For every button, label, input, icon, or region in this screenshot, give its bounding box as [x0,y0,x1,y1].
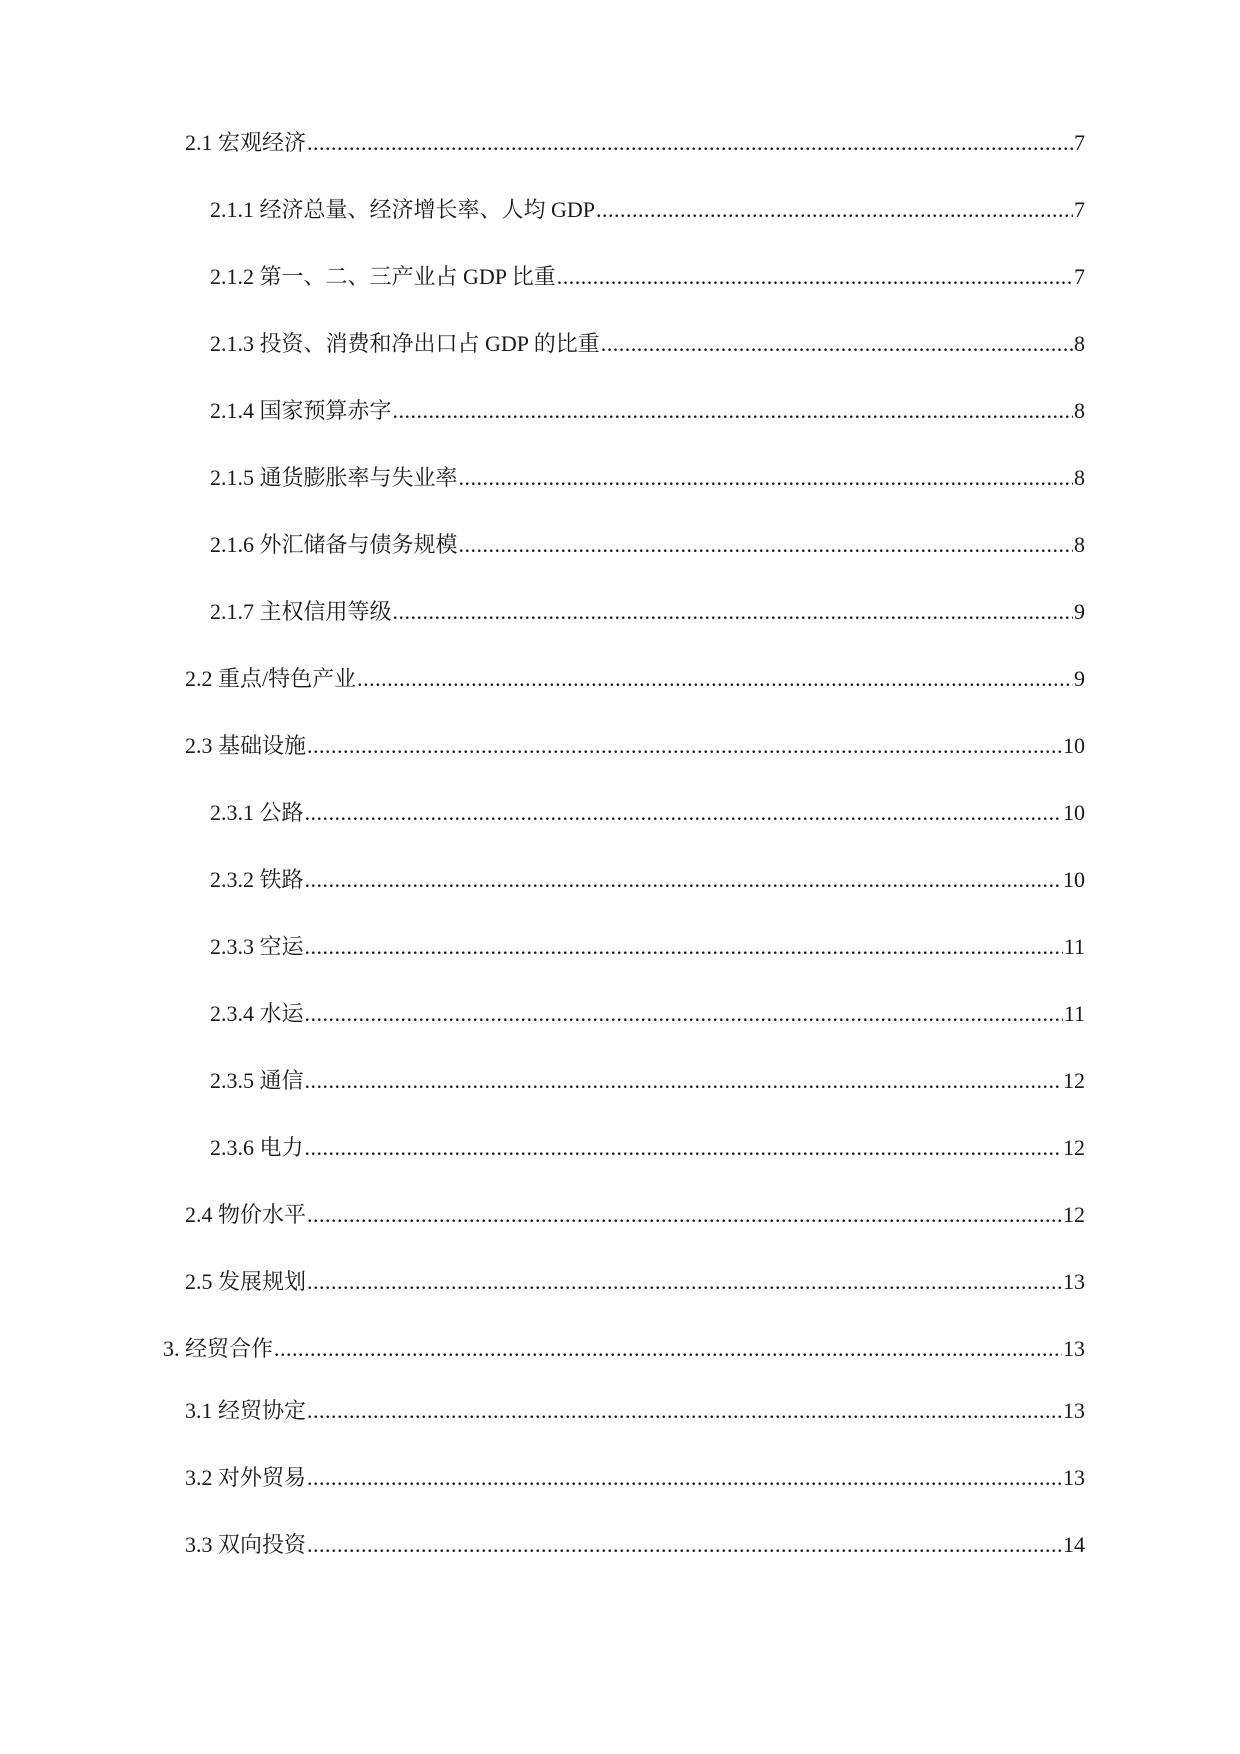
dot-leader [557,263,1073,291]
dot-leader [307,1268,1062,1296]
dot-leader [307,1201,1062,1229]
toc-entry-2-1-1[interactable] [210,190,1085,224]
dot-leader [305,1067,1062,1095]
toc-entry-label: 2.3.2 铁路 [210,867,304,892]
toc-entry-3-3[interactable] [185,1525,1085,1559]
toc-page-number: 8 [1074,398,1085,423]
toc-page-number: 7 [1074,130,1085,155]
toc-entry-label: 2.3.6 电力 [210,1135,304,1160]
toc-page-number: 13 [1063,1465,1085,1490]
toc-entry-label: 2.2 重点/特色产业 [185,666,357,691]
toc-entry-label: 2.1.4 国家预算赤字 [210,398,392,423]
toc-page-number: 14 [1063,1532,1085,1557]
toc-entry-label: 2.1.3 投资、消费和净出口占 GDP 的比重 [210,331,600,356]
toc-entry-2-1-7[interactable] [210,592,1085,626]
dot-leader [305,799,1062,827]
dot-leader [305,933,1063,961]
toc-page-number: 12 [1063,1202,1085,1227]
toc-entry-label: 2.3.3 空运 [210,934,304,959]
toc-entry-2-5[interactable] [185,1262,1085,1296]
toc-entry-label: 2.3.5 通信 [210,1068,304,1093]
toc-entry-2-2[interactable] [185,659,1085,693]
toc-entry-label: 2.3.1 公路 [210,800,304,825]
toc-entry-2-3-1[interactable] [210,793,1085,827]
toc-entry-label: 3.1 经贸协定 [185,1398,307,1423]
toc-entry-label: 2.3.4 水运 [210,1001,304,1026]
toc-page-number: 12 [1063,1135,1085,1160]
toc-page-number: 8 [1074,532,1085,557]
toc-entry-label: 3.3 双向投资 [185,1532,307,1557]
toc-entry-2-3-3[interactable] [210,927,1085,961]
toc-entry-2-1-2[interactable] [210,257,1085,291]
dot-leader [601,330,1073,358]
toc-page-number: 10 [1063,800,1085,825]
dot-leader [305,1000,1063,1028]
toc-entry-3-2[interactable] [185,1458,1085,1492]
toc-page-number: 10 [1063,867,1085,892]
toc-entry-2-4[interactable] [185,1195,1085,1229]
toc-page-number: 13 [1063,1269,1085,1294]
dot-leader [357,665,1073,693]
dot-leader [596,196,1073,224]
toc-page-number: 8 [1074,465,1085,490]
toc-entry-label: 2.1.1 经济总量、经济增长率、人均 GDP [210,197,596,222]
toc-page-number: 9 [1074,599,1085,624]
toc-entry-2-1-3[interactable] [210,324,1085,358]
toc-page-number: 11 [1063,1001,1085,1026]
toc-entry-2-3-4[interactable] [210,994,1085,1028]
toc-page-number: 13 [1063,1336,1085,1361]
dot-leader [393,598,1073,626]
dot-leader [307,1397,1062,1425]
toc-entry-label: 3. 经贸合作 [163,1336,274,1361]
toc-entry-2-3-2[interactable] [210,860,1085,894]
toc-entry-2-3-5[interactable] [210,1061,1085,1095]
dot-leader [459,531,1073,559]
toc-entry-label: 3.2 对外贸易 [185,1465,307,1490]
toc-entry-2-1-4[interactable] [210,391,1085,425]
toc-entry-2-1-6[interactable] [210,525,1085,559]
toc-page-number: 13 [1063,1398,1085,1423]
toc-page-number: 12 [1063,1068,1085,1093]
toc-page-number: 8 [1074,331,1085,356]
toc-entry-label: 2.4 物价水平 [185,1202,307,1227]
toc-entry-2-3[interactable] [185,726,1085,760]
dot-leader [307,1531,1062,1559]
toc-entry-label: 2.1.7 主权信用等级 [210,599,392,624]
dot-leader [307,129,1073,157]
toc-entry-label: 2.5 发展规划 [185,1269,307,1294]
toc-page-number: 11 [1063,934,1085,959]
dot-leader [307,1464,1062,1492]
toc-page-number: 7 [1074,264,1085,289]
toc-entry-2-1[interactable] [185,123,1085,157]
dot-leader [305,1134,1062,1162]
toc-entry-label: 2.1.5 通货膨胀率与失业率 [210,465,458,490]
dot-leader [393,397,1073,425]
toc-entry-2-1-5[interactable] [210,458,1085,492]
dot-leader [305,866,1062,894]
toc-entry-2-3-6[interactable] [210,1128,1085,1162]
toc-page-number: 9 [1074,666,1085,691]
toc-entry-label: 2.1.2 第一、二、三产业占 GDP 比重 [210,264,556,289]
toc-entry-3-1[interactable] [185,1391,1085,1425]
toc-page-number: 10 [1063,733,1085,758]
toc-entry-label: 2.1.6 外汇储备与债务规模 [210,532,458,557]
toc-page-number: 7 [1074,197,1085,222]
toc-entry-3[interactable] [163,1329,1085,1363]
toc-entry-label: 2.3 基础设施 [185,733,307,758]
dot-leader [459,464,1073,492]
dot-leader [274,1335,1062,1363]
toc-entry-label: 2.1 宏观经济 [185,130,307,155]
dot-leader [307,732,1062,760]
